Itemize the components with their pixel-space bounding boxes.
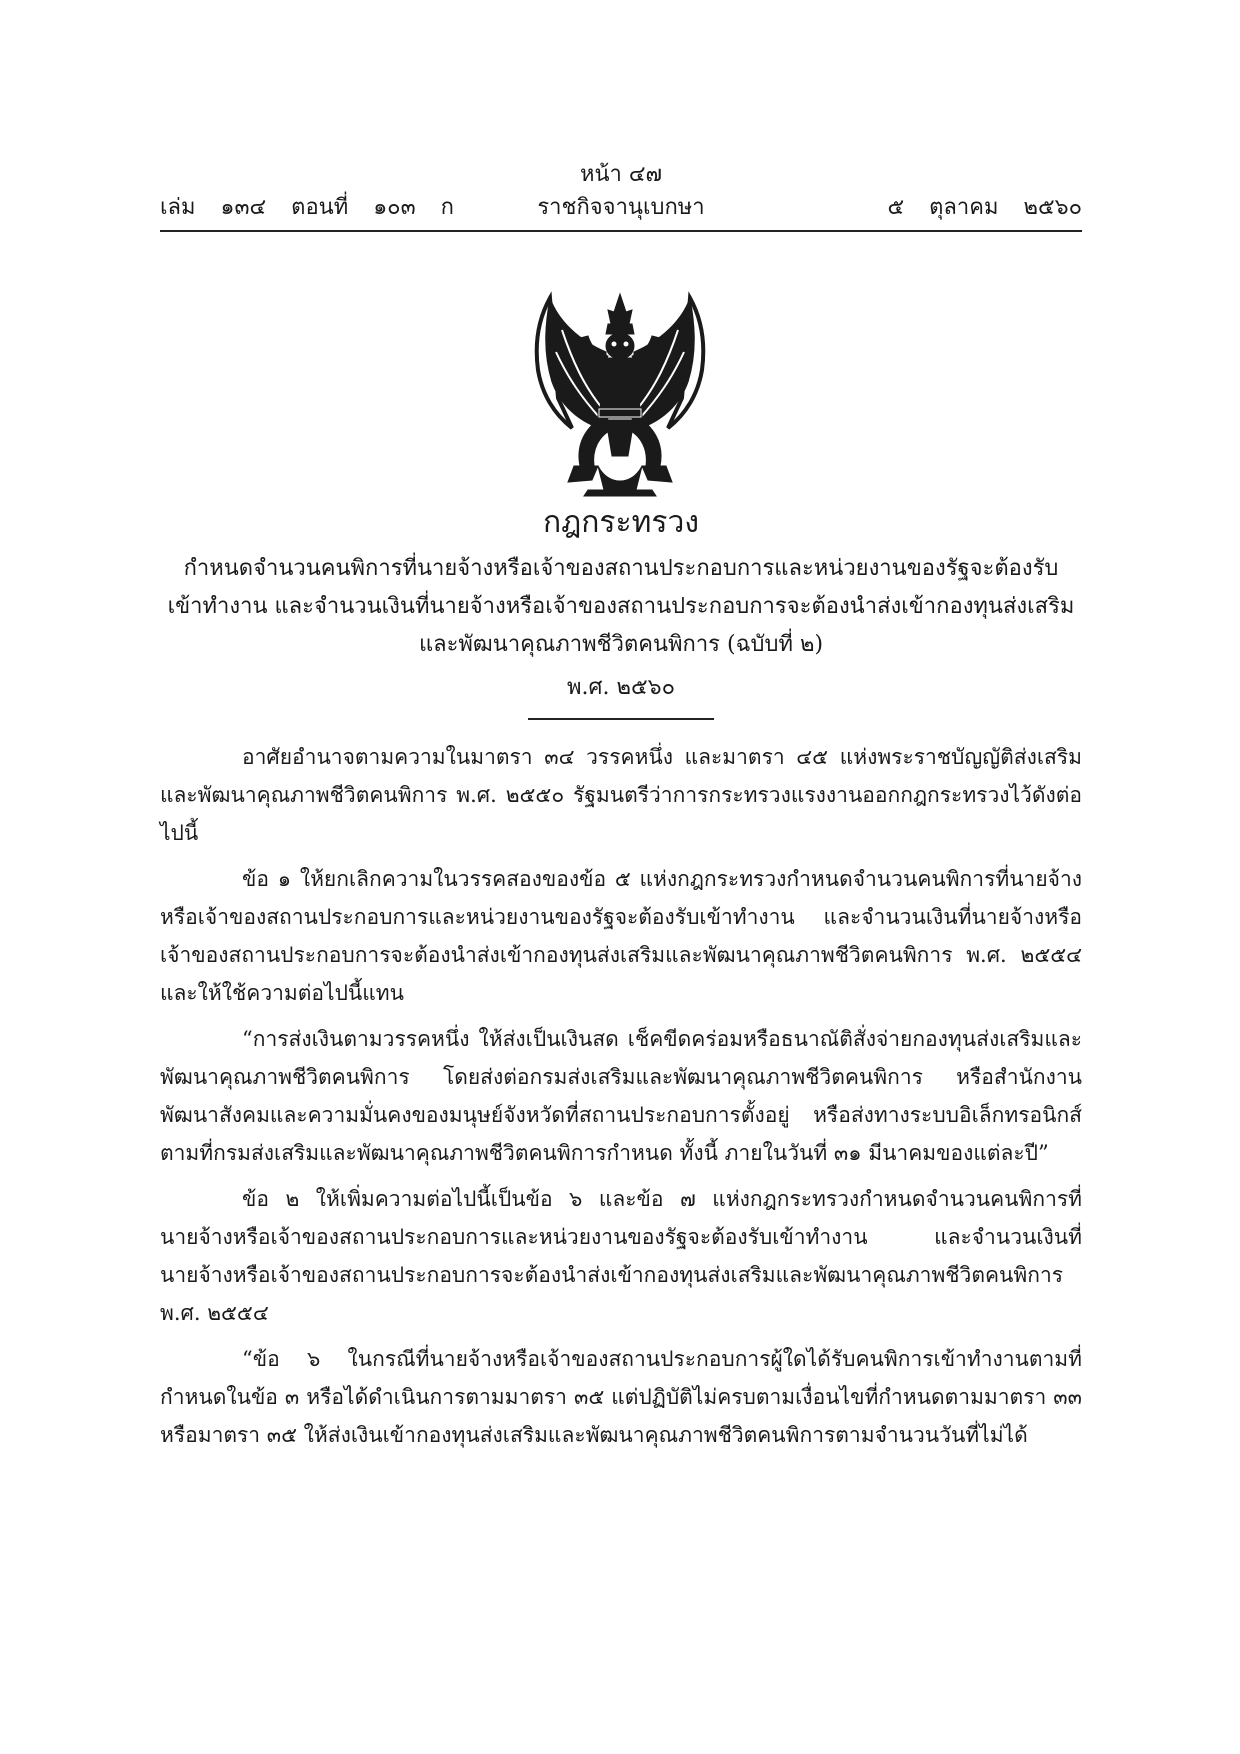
volume-number: ๑๓๔ bbox=[220, 195, 267, 220]
issue-number: ๑๐๓ bbox=[373, 195, 416, 220]
clause-1-quoted-text: “การส่งเงินตามวรรคหนึ่ง ให้ส่งเป็นเงินสด เช็คขีดคร่อมหรือธนาณัติสั่งจ่ายกองทุนส่งเสริมและพัฒนาคุณภาพชีวิตคนพิการ โดยส่งต่อกรมส่งเสริมและพัฒนาคุณภาพชีวิตคนพิการ หรือสำนักงานพัฒนาสังคมและความมั่นคงของมนุษย์จังหวัดที่สถานประกอบการตั้งอยู่ หรือส่งทางระบบอิเล็กทรอนิกส์ตามที่กรมส่งเสริมและพัฒนาคุณภาพชีวิตคนพิการกำหนด ทั้งนี้ ภายในวันที่ ๓๑ มีนาคมของแต่ละปี” bbox=[160, 1027, 1082, 1165]
document-title: กฎกระทรวง bbox=[542, 505, 700, 540]
subtitle-line-1: กำหนดจำนวนคนพิการที่นายจ้างหรือเจ้าของสถานประกอบการและหน่วยงานของรัฐจะต้องรับ bbox=[183, 556, 1059, 581]
clause-2-paragraph: ข้อ ๒ ให้เพิ่มความต่อไปนี้เป็นข้อ ๖ และข้อ ๗ แห่งกฎกระทรวงกำหนดจำนวนคนพิการที่นายจ้างหรือเจ้าของสถานประกอบการและหน่วยงานของรัฐจะต้องรับเข้าทำงาน และจำนวนเงินที่นายจ้างหรือเจ้าของสถานประกอบการจะต้องนำส่งเข้ากองทุนส่งเสริมและพัฒนาคุณภาพชีวิตคนพิการ พ.ศ. ๒๕๕๔ bbox=[160, 1187, 1082, 1325]
section-letter: ก bbox=[440, 195, 454, 220]
page-number: หน้า ๔๗ bbox=[579, 162, 663, 187]
date-year: ๒๕๖๐ bbox=[1023, 195, 1082, 220]
issue-label: ตอนที่ bbox=[291, 195, 349, 220]
gazette-header bbox=[160, 160, 1082, 226]
garuda-emblem-icon bbox=[528, 290, 712, 500]
date-day: ๕ bbox=[887, 195, 905, 220]
publication-date bbox=[887, 190, 1082, 226]
gazette-name: ราชกิจจานุเบกษา bbox=[537, 195, 705, 220]
header-row bbox=[160, 190, 1082, 226]
subtitle-line-3: และพัฒนาคุณภาพชีวิตคนพิการ (ฉบับที่ ๒) bbox=[418, 632, 824, 657]
title-divider bbox=[528, 718, 714, 720]
header-divider bbox=[160, 230, 1082, 232]
preamble-paragraph: อาศัยอำนาจตามความในมาตรา ๓๔ วรรคหนึ่ง และมาตรา ๔๕ แห่งพระราชบัญญัติส่งเสริมและพัฒนาคุณภาพชีวิตคนพิการ พ.ศ. ๒๕๕๐ รัฐมนตรีว่าการกระทรวงแรงงานออกกฎกระทรวงไว้ดังต่อไปนี้ bbox=[160, 745, 1082, 845]
clause-6-quoted-text: “ข้อ ๖ ในกรณีที่นายจ้างหรือเจ้าของสถานประกอบการผู้ใดได้รับคนพิการเข้าทำงานตามที่กำหนดในข้อ ๓ หรือได้ดำเนินการตามมาตรา ๓๕ แต่ปฏิบัติไม่ครบตามเงื่อนไขที่กำหนดตามมาตรา ๓๓ หรือมาตรา ๓๕ ให้ส่งเงินเข้ากองทุนส่งเสริมและพัฒนาคุณภาพชีวิตคนพิการตามจำนวนวันที่ไม่ได้ bbox=[160, 1347, 1082, 1447]
clause-1-paragraph: ข้อ ๑ ให้ยกเลิกความในวรรคสองของข้อ ๕ แห่งกฎกระทรวงกำหนดจำนวนคนพิการที่นายจ้างหรือเจ้าของสถานประกอบการและหน่วยงานของรัฐจะต้องรับเข้าทำงาน และจำนวนเงินที่นายจ้างหรือเจ้าของสถานประกอบการจะต้องนำส่งเข้ากองทุนส่งเสริมและพัฒนาคุณภาพชีวิตคนพิการ พ.ศ. ๒๕๕๔ และให้ใช้ความต่อไปนี้แทน bbox=[160, 867, 1082, 1005]
title-year: พ.ศ. ๒๕๖๐ bbox=[567, 675, 675, 700]
document-body bbox=[160, 738, 1082, 1462]
date-month: ตุลาคม bbox=[929, 195, 999, 220]
decree-title-block bbox=[160, 502, 1082, 720]
volume-label: เล่ม bbox=[160, 195, 196, 220]
subtitle-line-2: เข้าทำงาน และจำนวนเงินที่นายจ้างหรือเจ้าของสถานประกอบการจะต้องนำส่งเข้ากองทุนส่งเสริม bbox=[167, 594, 1075, 619]
